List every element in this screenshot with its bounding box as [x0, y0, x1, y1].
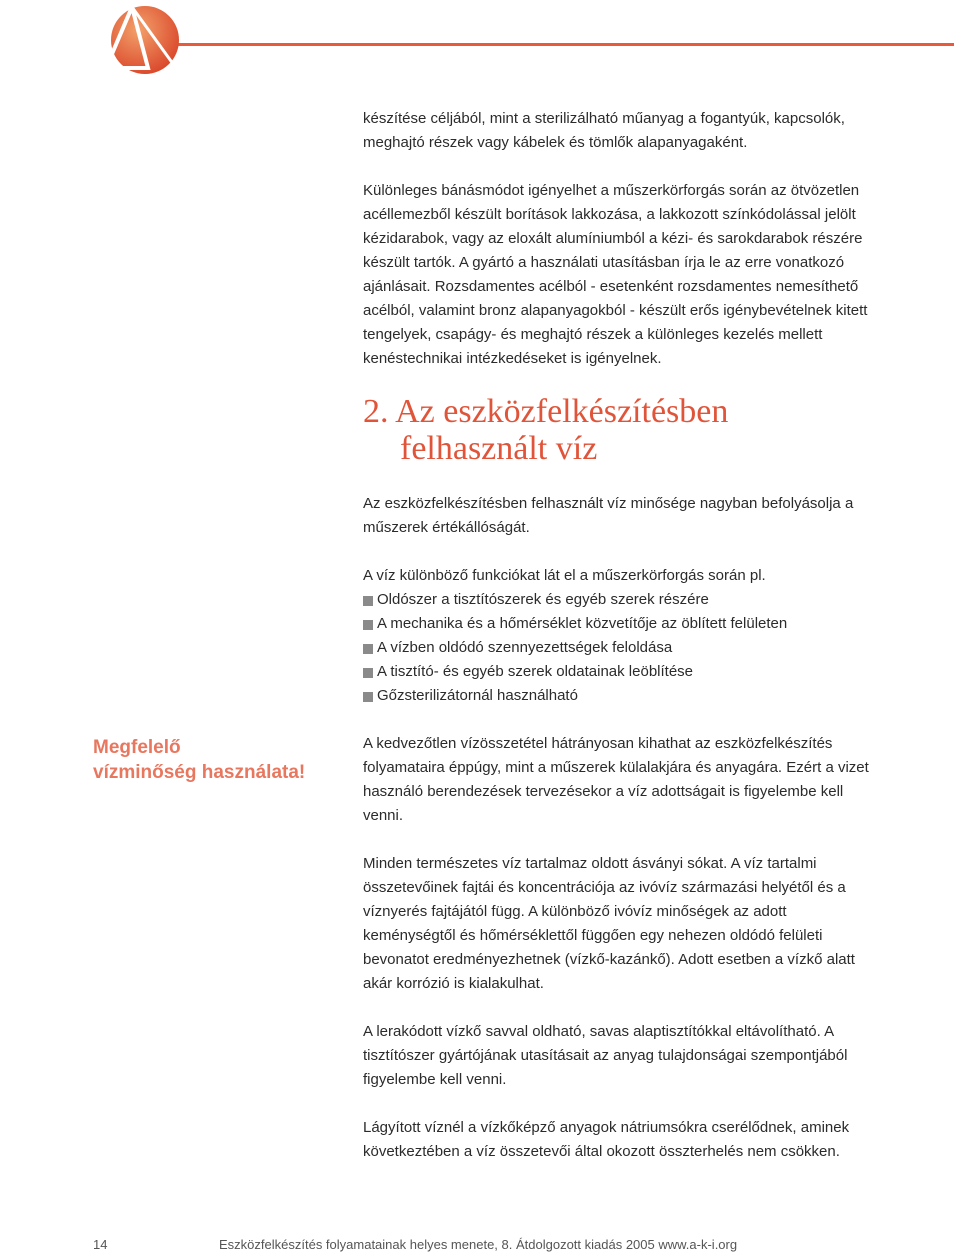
- page-number: 14: [93, 1237, 108, 1252]
- special-handling-paragraph: Különleges bánásmódot igényelhet a műszerkörforgás során az ötvözetlen acéllemezből készült borítások lakkozása, a lakkozott színkódolással jelölt kézidarabok, vagy az eloxált alumíniumból a kézi- és sarokdarabok részére készült tartók. A gyártó a használati utasításban írja le az erre vonatkozó ajánlásait. Rozsdamentes acélból - esetenként rozsdamentes nemesíthető acélból, valamint bronz alapanyagokból - készült erős igénybevételnek kitett tengelyek, csapágy- és meghajtó részek a különleges kezelés mellett kenéstechnikai intézkedéseket is igényelnek.: [363, 182, 868, 367]
- list-item: Oldószer a tisztítószerek és egyéb szerek részére: [363, 588, 873, 612]
- intro-paragraph: készítése céljából, mint a sterilizálható műanyag a fogantyúk, kapcsolók, meghajtó részek vagy kábelek és tömlők alapanyagaként.: [363, 110, 845, 151]
- list-item: A tisztító- és egyéb szerek oldatainak leöblítése: [363, 660, 873, 684]
- softened-water-paragraph: Lágyított víznél a vízkőképző anyagok nátriumsókra cserélődnek, aminek következtében a víz összetevői által okozott összterhelés nem csökken.: [363, 1119, 850, 1160]
- aki-triangle-logo-icon: [104, 2, 180, 76]
- square-bullet-icon: [363, 644, 373, 654]
- water-quality-paragraph: Az eszközfelkészítésben felhasznált víz minősége nagyban befolyásolja a műszerek értékállóságát.: [363, 495, 854, 536]
- square-bullet-icon: [363, 668, 373, 678]
- section-heading: [363, 393, 728, 467]
- header-rule: [170, 43, 954, 46]
- margin-note-line1: Megfelelő: [93, 737, 181, 758]
- list-item: A vízben oldódó szennyezettségek feloldása: [363, 636, 873, 660]
- limescale-paragraph: A lerakódott vízkő savval oldható, savas alaptisztítókkal eltávolítható. A tisztítószer gyártójának utasításait az anyag tulajdonságai szempontjából figyelembe kell venni.: [363, 1023, 848, 1088]
- functions-intro: A víz különböző funkciókat lát el a műszerkörforgás során pl.: [363, 567, 766, 584]
- footer-text: Eszközfelkészítés folyamatainak helyes menete, 8. Átdolgozott kiadás 2005 www.a-k-i.org: [219, 1237, 738, 1252]
- square-bullet-icon: [363, 596, 373, 606]
- margin-note: [93, 735, 333, 785]
- list-item: A mechanika és a hőmérséklet közvetítője az öblített felületen: [363, 612, 873, 636]
- section-heading-line2: felhasznált víz: [400, 430, 598, 467]
- square-bullet-icon: [363, 692, 373, 702]
- square-bullet-icon: [363, 620, 373, 630]
- minerals-paragraph: Minden természetes víz tartalmaz oldott ásványi sókat. A víz tartalmi összetevőinek fajtái és koncentrációja az ivóvíz származási helyétől és a víznyerés fajtájától függ. A különböző ivóvíz minőségek az adott keménységtől és hőmérséklettől függően egy nehezen oldódó felületi bevonatot eredményezhetnek (vízkő-kazánkő). Adott esetben a vízkő alatt akár korrózió is kialakulhat.: [363, 855, 855, 992]
- unfavorable-paragraph: A kedvezőtlen vízösszetétel hátrányosan kihathat az eszközfelkészítés folyamataira éppúgy, mint a műszerek külalakjára és anyagára. Ezért a vizet használó berendezések tervezésekor a víz adottságait is figyelembe kell venni.: [363, 735, 869, 824]
- list-item: Gőzsterilizátornál használható: [363, 684, 873, 708]
- water-functions: [363, 564, 873, 708]
- margin-note-line2: vízminőség használata!: [93, 762, 306, 783]
- section-heading-line1: 2. Az eszközfelkészítésben: [363, 393, 729, 430]
- functions-list: [363, 588, 873, 708]
